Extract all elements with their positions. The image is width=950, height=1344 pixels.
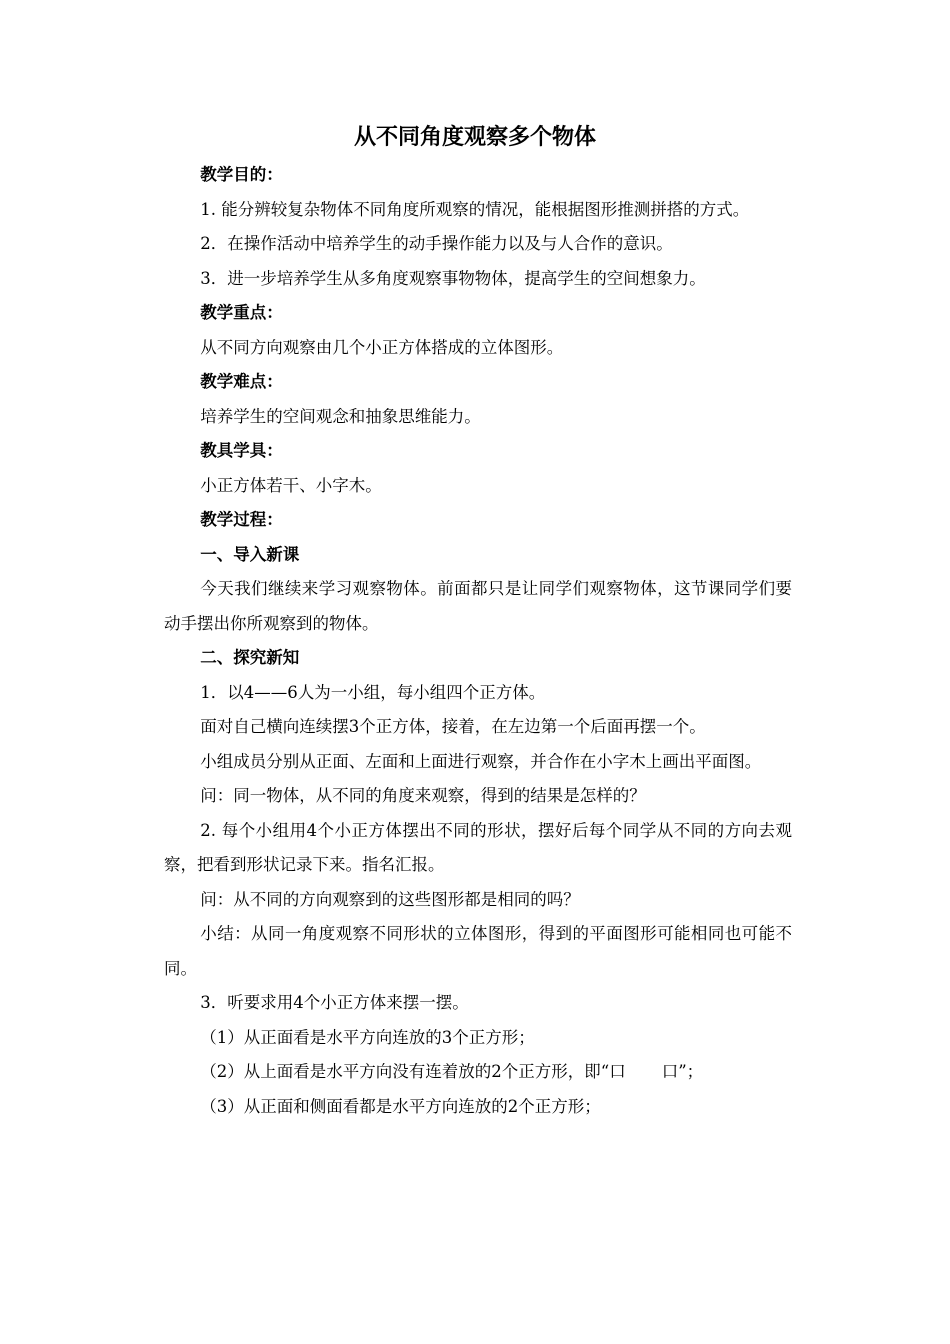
requirement-2 xyxy=(164,1055,792,1090)
objective-1: 1. 能分辨较复杂物体不同角度所观察的情况，能根据图形推测拼搭的方式。 xyxy=(200,199,750,219)
question-1: 问：同一物体，从不同的角度来观察，得到的结果是怎样的？ xyxy=(200,786,646,805)
tools-heading: 教具学具： xyxy=(200,441,283,460)
section-1-text: 今天我们继续来学习观察物体。前面都只是让同学们观察物体，这节课同学们要动手摆出你所观察到的物体。 xyxy=(164,579,792,633)
objective-3: 3．进一步培养学生从多角度观察事物物体，提高学生的空间想象力。 xyxy=(200,268,706,288)
summary: 小结：从同一角度观察不同形状的立体图形，得到的平面图形可能相同也可能不同。 xyxy=(164,924,792,978)
objective-2: 2．在操作活动中培养学生的动手操作能力以及与人合作的意识。 xyxy=(200,234,673,253)
section-1-heading: 一、导入新课 xyxy=(200,544,300,564)
requirement-2-part-b: 口”； xyxy=(661,1062,704,1081)
requirement-3: （3）从正面和侧面看都是水平方向连放的2个正方形； xyxy=(200,1096,601,1116)
requirement-1: （1）从正面看是水平方向连放的3个正方形； xyxy=(200,1027,535,1047)
document-title: 从不同角度观察多个物体 xyxy=(353,124,596,150)
section-2-heading: 二、探究新知 xyxy=(200,648,300,667)
difficulties-heading: 教学难点： xyxy=(200,372,283,391)
key-points-text: 从不同方向观察由几个小正方体搭成的立体图形。 xyxy=(200,337,564,357)
question-2: 问：从不同的方向观察到的这些图形都是相同的吗？ xyxy=(200,889,580,909)
requirement-2-part-a: （2）从上面看是水平方向没有连着放的2个正方形，即“口 xyxy=(200,1062,626,1081)
objectives-heading: 教学目的： xyxy=(200,165,283,184)
step-3: 3．听要求用4个小正方体来摆一摆。 xyxy=(200,993,469,1012)
step-1: 1．以4——6人为一小组，每小组四个正方体。 xyxy=(200,682,546,702)
step-1-observe: 小组成员分别从正面、左面和上面进行观察，并合作在小字木上画出平面图。 xyxy=(200,751,762,771)
step-1-detail: 面对自己横向连续摆3个正方体，接着，在左边第一个后面再摆一个。 xyxy=(200,717,706,736)
difficulties-text: 培养学生的空间观念和抽象思维能力。 xyxy=(200,406,481,426)
tools-text: 小正方体若干、小字木。 xyxy=(200,475,382,495)
key-points-heading: 教学重点： xyxy=(200,303,283,322)
document-body xyxy=(164,158,792,1124)
process-heading: 教学过程： xyxy=(200,510,283,529)
step-2: 2. 每个小组用4个小正方体摆出不同的形状，摆好后每个同学从不同的方向去观察，把看到形状记录下来。指名汇报。 xyxy=(164,820,792,874)
